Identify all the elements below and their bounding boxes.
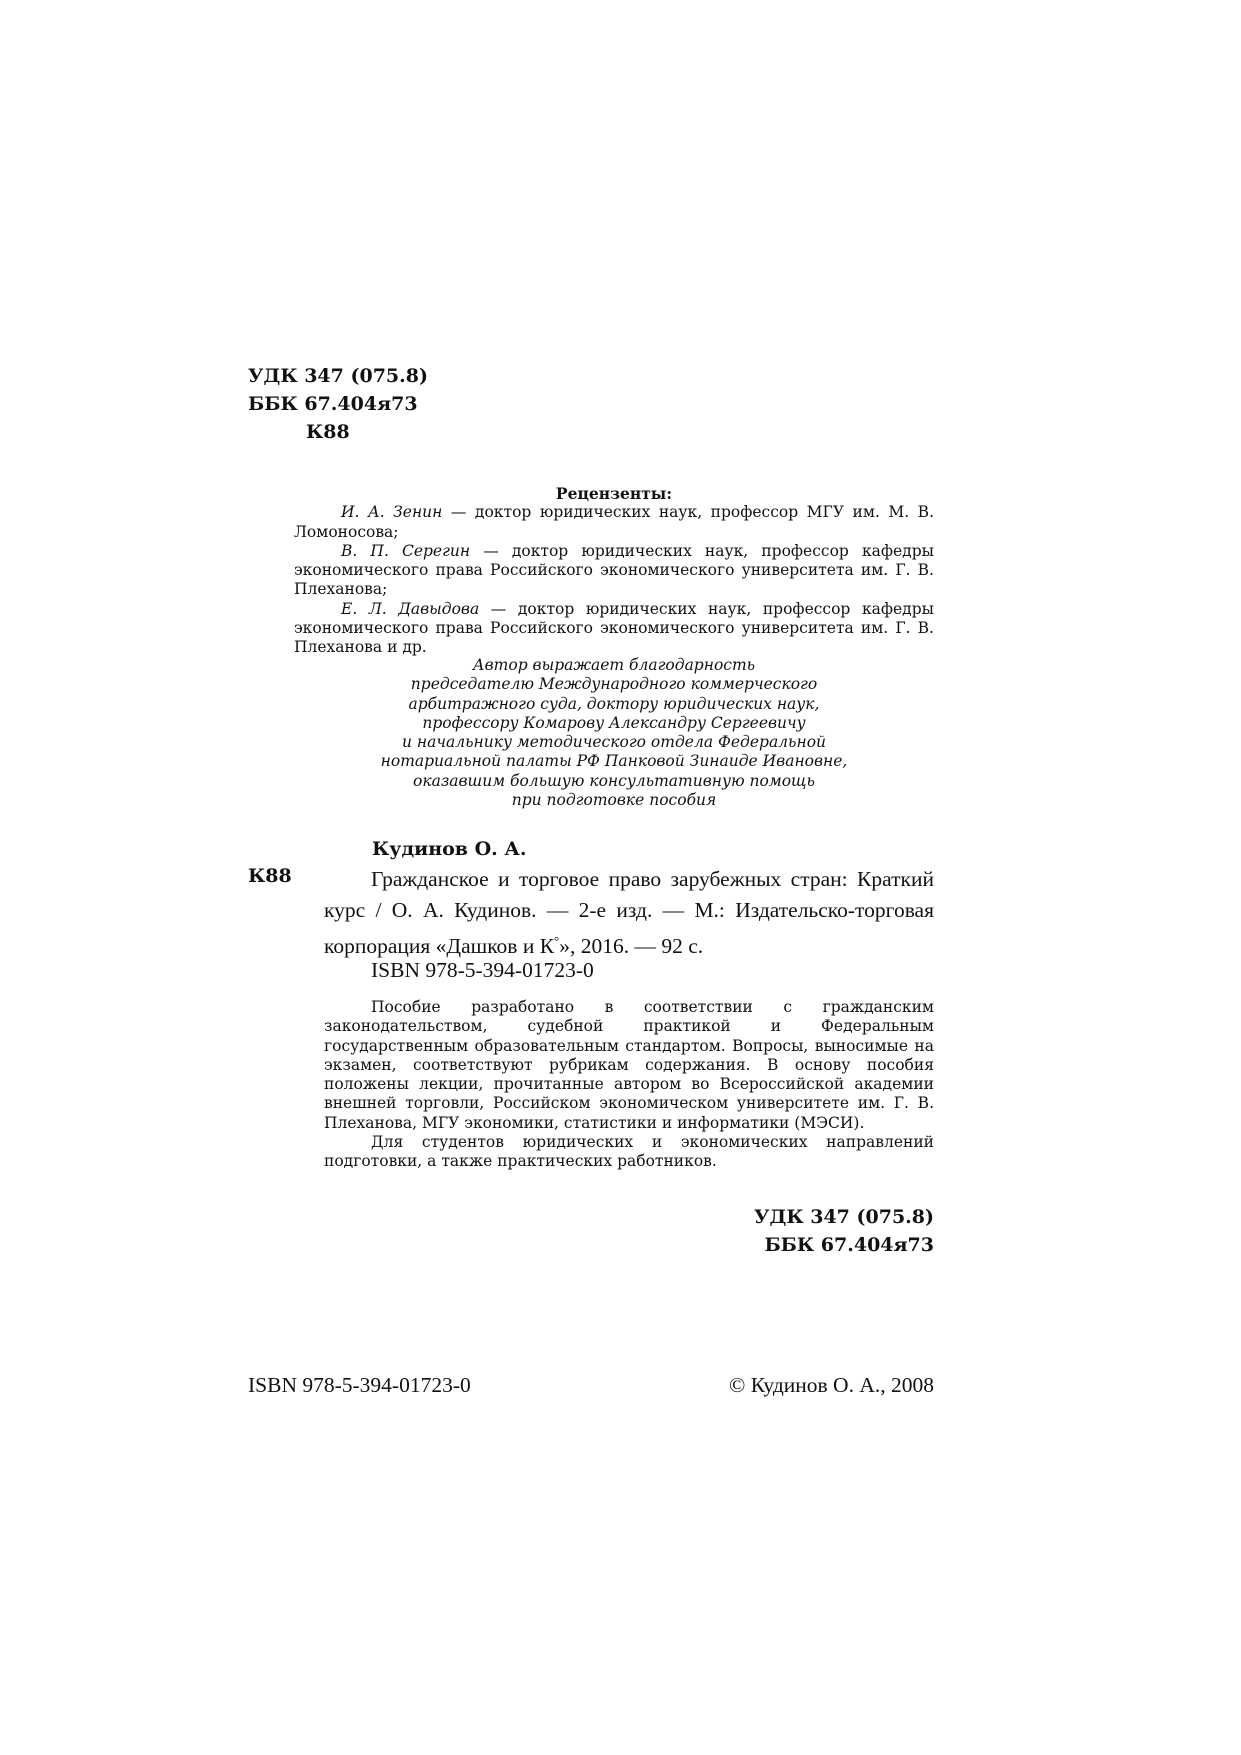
bibliographic-entry-text: Гражданское и торговое право зарубежных стран: Краткий курс / О. А. Кудинов. — 2-е изд. — М.: Издательско-торговая корпорация «Дашков и К (324, 867, 934, 959)
bibliographic-author: Кудинов О. А. (372, 838, 527, 860)
bibliographic-isbn: ISBN 978-5-394-01723-0 (371, 958, 594, 982)
copyright-notice: © Кудинов О. А., 2008 (729, 1373, 934, 1397)
reviewer-item (294, 503, 934, 542)
footer-isbn: ISBN 978-5-394-01723-0 (248, 1373, 471, 1397)
reviewers-title: Рецензенты: (555, 484, 673, 503)
header-udk: УДК 347 (075.8) (248, 365, 428, 387)
acknowledgement-line: профессору Комарову Александру Сергеевичу (422, 713, 806, 732)
annotation-paragraph: Пособие разработано в соответствии с гражданским законодательством, судебной практикой и Федеральным государственным образовательным стандартом. Вопросы, выносимые на экзамен, соответствуют рубрикам содержания. В основу пособия положены лекции, прочитанные автором во Всероссийской академии внешней торговли, Российском экономическом университете им. Г. В. Плеханова, МГУ экономики, статистики и информатики (МЭСИ). (324, 998, 934, 1132)
reviewer-item (294, 542, 934, 600)
bibliographic-author-mark: К88 (248, 865, 292, 887)
footer-udk: УДК 347 (075.8) (754, 1206, 934, 1228)
reviewers-block (294, 484, 934, 658)
acknowledgement-line: оказавшим большую консультативную помощь (413, 771, 815, 790)
acknowledgement-line: председателю Международного коммерческого (410, 675, 818, 694)
footer-bbk: ББК 67.404я73 (764, 1234, 934, 1256)
acknowledgement-line: Автор выражает благодарность (472, 656, 756, 674)
acknowledgement-block (294, 656, 934, 810)
header-bbk: ББК 67.404я73 (248, 393, 418, 415)
acknowledgement-line: арбитражного суда, доктору юридических наук, (408, 694, 820, 713)
acknowledgement-line: при подготовке пособия (511, 791, 717, 810)
reviewer-item (294, 600, 934, 658)
reviewer-name: И. А. Зенин (341, 503, 443, 522)
annotation-paragraph: Для студентов юридических и экономических направлений подготовки, а также практических работников. (324, 1133, 934, 1171)
bibliographic-entry-sup: ° (554, 934, 560, 948)
reviewer-name: В. П. Серегин (341, 541, 471, 560)
reviewer-text: — доктор юридических наук, профессор кафедры экономического права Российского экономического университета им. Г. В. Плеханова и др. (294, 599, 934, 657)
acknowledgement-line: и начальнику методического отдела Федеральной (401, 733, 827, 752)
header-author-mark: К88 (306, 421, 350, 443)
reviewer-name: Е. Л. Давыдова (341, 599, 480, 618)
bibliographic-entry (324, 864, 934, 962)
annotation-block (324, 998, 934, 1172)
header-classification-codes (248, 362, 428, 446)
footer-classification-codes (754, 1203, 934, 1259)
reviewer-text: — доктор юридических наук, профессор МГУ им. М. В. Ломоносова; (294, 503, 935, 541)
bibliographic-entry-tail: », 2016. — 92 с. (559, 934, 704, 959)
reviewer-text: — доктор юридических наук, профессор кафедры экономического права Российского экономического университета им. Г. В. Плеханова; (294, 541, 934, 599)
acknowledgement-line: нотариальной палаты РФ Панковой Зинаиде Ивановне, (380, 752, 848, 771)
